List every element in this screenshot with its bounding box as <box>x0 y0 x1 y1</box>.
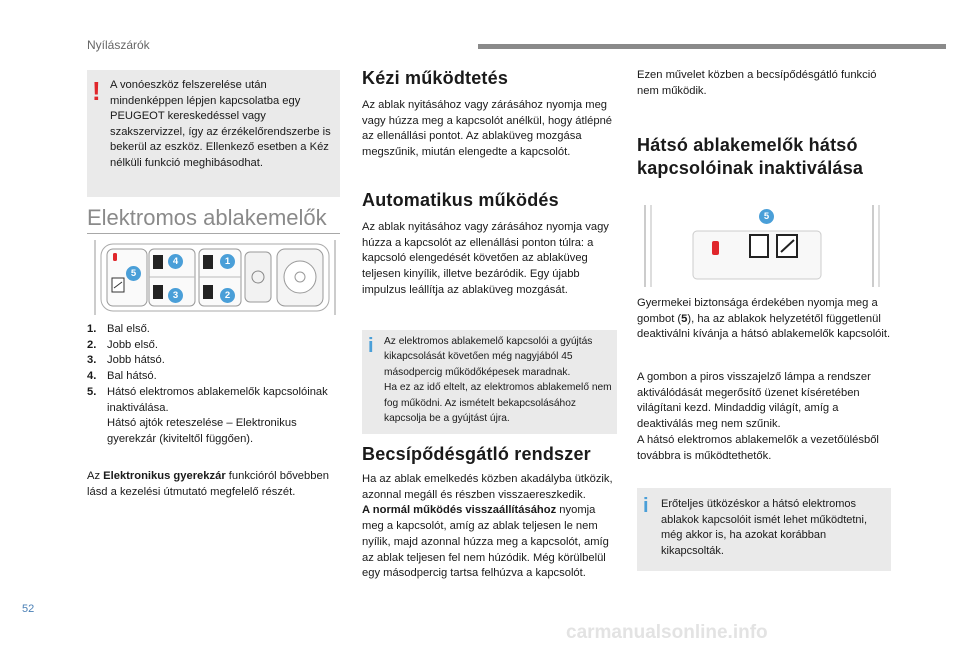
badge-5-rear: 5 <box>759 209 774 224</box>
warning-text: A vonóeszköz felszerelése után mindenképpen lépjen kapcsolatba egy PEUGEOT kereskedéssel vagy szakszervizzel, így az érzékelőrendszerbe is bekerül az eszköz. Ellenkező esetben a Kéz nélküli funkció meghibásodhat. <box>110 79 331 169</box>
automatic-text: Az ablak nyitásához vagy zárásához nyomja vagy húzza a kapcsolót az ellenállási ponton túlra: a kapcsoló elengedését követően az ablaküveg teljesen kinyílik, illetve bezáródik. Egy újabb impulzus leállítja az ablaküveg mozgását. <box>362 221 609 296</box>
info-icon: i <box>368 335 374 357</box>
badge-3: 3 <box>168 288 183 303</box>
watermark: carmanualsonline.info <box>566 622 768 643</box>
rear-intro: Ezen művelet közben a becsípődésgátló funkció nem működik. <box>637 69 877 97</box>
rear-heading: Hátsó ablakemelők hátsó kapcsolóinak inaktiválása <box>637 135 864 178</box>
page-number: 52 <box>22 603 35 615</box>
heading-rule <box>87 233 340 234</box>
list-item: 5. Hátsó elektromos ablakemelők kapcsolóinak inaktiválása. Hátsó ajtók reteszelése – Elektronikus gyerekzár (kiviteltől függően). <box>87 385 328 445</box>
info-text: Az elektromos ablakemelő kapcsolói a gyújtás kikapcsolását követően még nagyjából 45 másodpercig működőképesek maradnak. Ha ez az idő eltelt, az elektromos ablakemelő nem fog működni. Az ismételt bekapcsolásához kapcsolja be a gyújtást újra. <box>384 336 612 425</box>
info-icon-2: i <box>643 495 649 517</box>
child-lock-note: Az Elektronikus gyerekzár funkcióról bővebben lásd a kezelési útmutató megfelelő részét. <box>87 470 329 498</box>
antipinch-heading: Becsípődésgátló rendszer <box>362 444 591 464</box>
header-bar <box>478 44 946 49</box>
switch-list <box>87 322 342 448</box>
badge-1: 1 <box>220 254 235 269</box>
list-item: 2. Jobb első. <box>87 338 158 351</box>
warning-icon: ! <box>92 76 101 106</box>
manual-text: Az ablak nyitásához vagy zárásához nyomja meg vagy húzza meg a kapcsolót anélkül, hogy átlépné az ellenállási pontot. Az ablaküveg mozgása megszűnik, miután elengedte a kapcsolót. <box>362 99 613 159</box>
list-item: 3. Jobb hátsó. <box>87 354 165 367</box>
rear-text-2: A gombon a piros visszajelző lámpa a rendszer aktiválódását megerősítő üzenet kíséretében világítani kezd. Mindaddig világít, amíg a deaktiválás meg nem szűnik. A hátsó elektromos ablakemelők a vezetőülésből továbbra is működtethetők. <box>637 371 879 462</box>
list-item: 1. Bal első. <box>87 323 150 335</box>
electric-heading: Elektromos ablakemelők <box>87 205 327 230</box>
info-text-2: Erőteljes ütközéskor a hátsó elektromos ablakok kapcsolóit ismét lehet működtetni, még akkor is, ha azokat korábban kikapcsolták. <box>661 498 868 557</box>
badge-2: 2 <box>220 288 235 303</box>
section-title: Nyílászárók <box>87 38 150 52</box>
antipinch-text: Ha az ablak emelkedés közben akadályba ütközik, azonnal megáll és részben visszaereszkedik. A normál működés visszaállításához nyomja meg a kapcsolót, amíg az ablak teljesen le nem nyílik, majd azonnal húzza meg a kapcsolót, amíg az ablak teljesen fel nem húzódik. Még körülbelül egy másodpercig tartsa felhúzva a kapcsolót. <box>362 473 613 580</box>
rear-text-1: Gyermekei biztonsága érdekében nyomja meg a gombot (5), ha az ablakok helyzetétől függetlenül deaktiválni kívánja a hátsó ablakemelők kapcsolóit. <box>637 297 891 341</box>
manual-heading: Kézi működtetés <box>362 68 509 88</box>
badge-4: 4 <box>168 254 183 269</box>
window-switch-panel-illustration <box>87 240 342 315</box>
automatic-heading: Automatikus működés <box>362 190 559 210</box>
badge-5: 5 <box>126 266 141 281</box>
list-item: 4. Bal hátsó. <box>87 370 157 383</box>
